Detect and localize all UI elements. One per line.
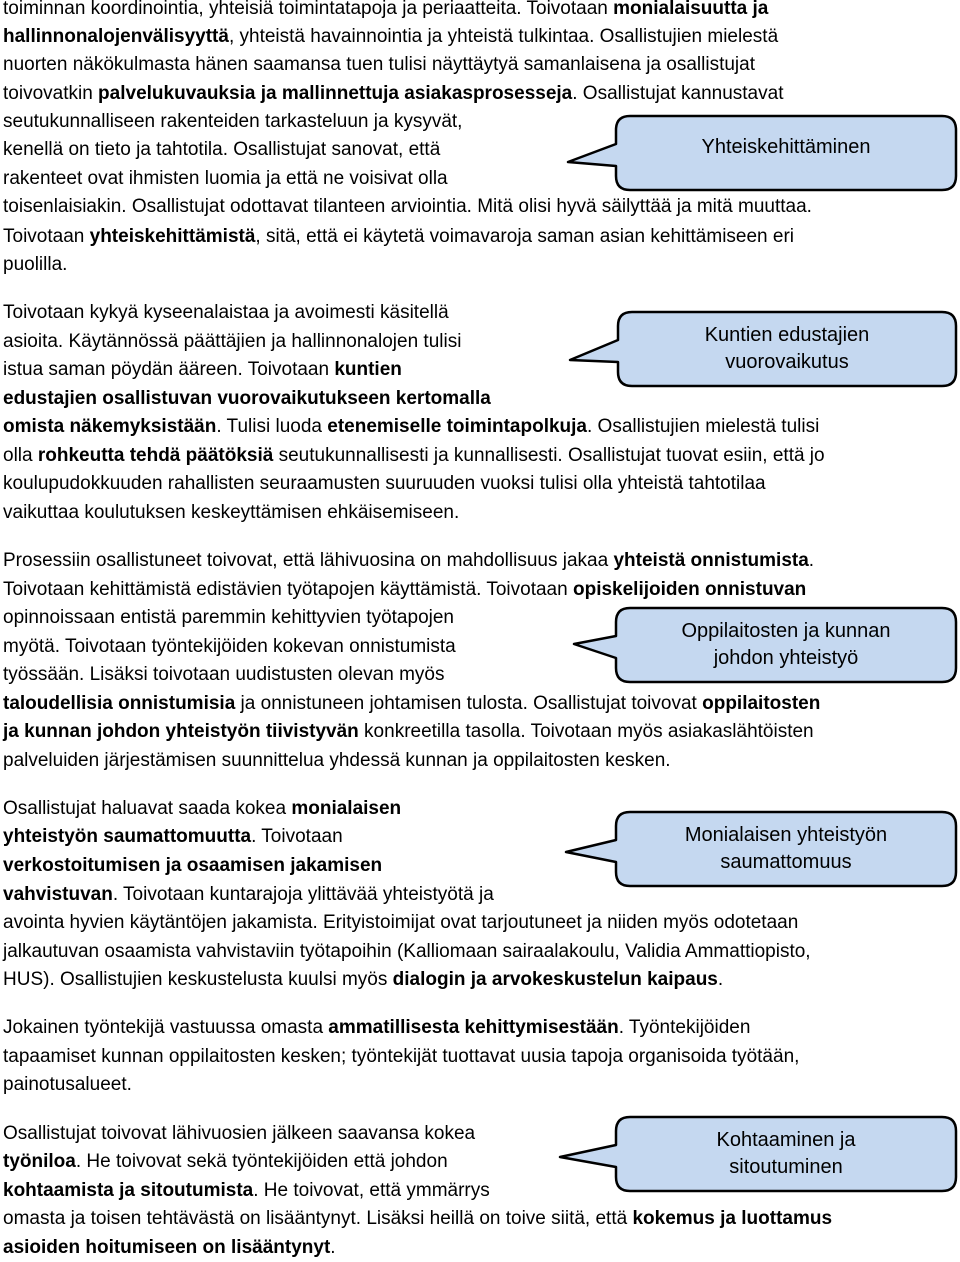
bold-text: verkostoitumisen ja osaamisen jakamisen: [3, 855, 383, 876]
callout-label: [616, 1127, 956, 1181]
text-line: [3, 222, 794, 251]
text-segment: koulupudokkuuden rahallisten seuraamusten suuruuden vuoksi tulisi olla yhteistä tahtotilaa: [3, 473, 766, 494]
text-segment: olla: [3, 445, 38, 466]
callout-label-line: Yhteiskehittäminen: [701, 136, 871, 158]
bold-text: oppilaitosten: [702, 693, 821, 714]
text-segment: Toivotaan kykyä kyseenalaistaa ja avoimesti käsitellä: [3, 302, 449, 323]
bold-text: ja kunnan johdon yhteistyön tiivistyvän: [3, 721, 359, 742]
callout-label-line: Monialaisen yhteistyön: [684, 824, 888, 846]
text-line: [3, 632, 456, 661]
callout-oppilaitosten-yhteistyo: [616, 608, 956, 682]
bold-text: vahvistuvan: [3, 884, 113, 905]
text-line: [3, 1119, 475, 1148]
callout-yhteiskehittaminen: [616, 116, 956, 190]
text-segment: tapaamiset kunnan oppilaitosten kesken; työntekijät tuottavat uusia tapoja organisoida työtään,: [3, 1046, 800, 1067]
text-segment: .: [808, 550, 815, 571]
callout-label-line: sitoutuminen: [729, 1156, 843, 1178]
text-line: [3, 546, 814, 575]
text-segment: . Toivotaan kuntarajoja ylittävää yhteistyötä ja: [112, 884, 494, 905]
text-line: [3, 0, 768, 23]
text-line: [3, 327, 461, 356]
text-line: [3, 1147, 448, 1176]
text-segment: toisenlaisiakin. Osallistujat odottavat tilanteen arviointia. Mitä olisi hyvä säilyttää ja mitä muuttaa.: [3, 196, 812, 217]
text-line: [3, 22, 778, 51]
text-segment: omasta ja toisen tehtävästä on lisääntynyt. Lisäksi heillä on toive siitä, että: [3, 1208, 633, 1229]
text-line: [3, 250, 67, 279]
text-segment: , sitä, että ei käytetä voimavaroja saman asian kehittämiseen eri: [255, 226, 795, 247]
bold-text: omista näkemyksistään: [3, 416, 217, 437]
text-segment: avointa hyvien käytäntöjen jakamista. Erityistoimijat ovat tarjoutuneet ja niiden myös odotetaan: [3, 912, 799, 933]
text-segment: myötä. Toivotaan työntekijöiden kokevan onnistumista: [3, 636, 456, 657]
callout-monialainen-yhteistyo: [616, 812, 956, 886]
text-segment: asioita. Käytännössä päättäjien ja hallinnonalojen tulisi: [3, 331, 462, 352]
bold-text: palvelukuvauksia ja mallinnettuja asiakasprosesseja: [98, 83, 573, 104]
text-line: [3, 1176, 490, 1205]
text-line: [3, 79, 783, 108]
callout-label-line: Kuntien edustajien: [704, 324, 870, 346]
text-line: [3, 794, 401, 823]
text-segment: istua saman pöydän ääreen. Toivotaan: [3, 359, 335, 380]
text-line: [3, 746, 671, 775]
text-line: [3, 298, 449, 327]
text-line: [3, 1070, 132, 1099]
callout-kuntien-edustajien: [618, 312, 956, 386]
text-line: [3, 192, 812, 221]
text-segment: vaikuttaa koulutuksen keskeyttämisen ehkäisemiseen.: [3, 502, 460, 523]
text-line: [3, 135, 440, 164]
text-segment: . He toivovat sekä työntekijöiden että johdon: [75, 1151, 448, 1172]
text-line: [3, 603, 454, 632]
text-segment: .: [330, 1237, 336, 1258]
callout-label-line: saumattomuus: [720, 851, 852, 873]
text-segment: kenellä on tieto ja tahtotila. Osallistujat sanovat, että: [3, 139, 441, 160]
text-segment: puolilla.: [3, 254, 68, 275]
text-segment: seutukunnalliseen rakenteiden tarkasteluun ja kysyvät,: [3, 111, 463, 132]
callout-label-line: Oppilaitosten ja kunnan: [681, 620, 891, 642]
text-segment: . Työntekijöiden: [618, 1017, 751, 1038]
text-segment: nuorten näkökulmasta hänen saamansa tuen tulisi näyttäytyä samanlaisena ja osallistujat: [3, 54, 756, 75]
text-line: [3, 1233, 336, 1262]
text-segment: . He toivovat, että ymmärrys: [253, 1180, 490, 1201]
bold-text: yhteiskehittämistä: [89, 226, 256, 247]
bold-text: työniloa: [3, 1151, 76, 1172]
text-line: [3, 660, 444, 689]
text-line: [3, 441, 825, 470]
text-line: [3, 851, 382, 880]
text-line: [3, 717, 814, 746]
text-segment: .: [717, 969, 724, 990]
text-segment: . Toivotaan: [251, 826, 343, 847]
text-segment: . Tulisi luoda: [216, 416, 328, 437]
text-line: [3, 355, 402, 384]
callout-label-line: vuorovaikutus: [725, 351, 849, 373]
bold-text: edustajien osallistuvan vuorovaikutukseen kertomalla: [3, 388, 491, 409]
text-line: [3, 880, 494, 909]
text-line: [3, 937, 811, 966]
bold-text: yhteistä onnistumista: [613, 550, 809, 571]
bold-text: hallinnonalojenvälisyyttä: [3, 26, 229, 47]
callout-label: [618, 322, 956, 376]
text-segment: seutukunnallisesti ja kunnallisesti. Osallistujat tuovat esiin, että jo: [273, 445, 825, 466]
text-segment: Prosessiin osallistuneet toivovat, että lähivuosina on mahdollisuus jakaa: [3, 550, 614, 571]
text-segment: . Osallistujat kannustavat: [572, 83, 784, 104]
text-segment: työssään. Lisäksi toivotaan uudistusten olevan myös: [3, 664, 445, 685]
bold-text: opiskelijoiden onnistuvan: [572, 579, 807, 600]
bold-text: taloudellisia onnistumisia: [3, 693, 236, 714]
callout-label-line: Kohtaaminen ja: [716, 1129, 856, 1151]
text-line: [3, 50, 755, 79]
callout-label-line: johdon yhteistyö: [713, 647, 859, 669]
text-segment: opinnoissaan entistä paremmin kehittyvien työtapojen: [3, 607, 454, 628]
bold-text: dialogin ja arvokeskustelun kaipaus: [392, 969, 718, 990]
text-segment: toiminnan koordinointia, yhteisiä toimintatapoja ja periaatteita. Toivotaan: [3, 0, 614, 19]
callout-label: [616, 134, 956, 161]
text-segment: toivovatkin: [3, 83, 99, 104]
text-line: [3, 1013, 750, 1042]
text-line: [3, 822, 343, 851]
text-segment: rakenteet ovat ihmisten luomia ja että ne voisivat olla: [3, 168, 448, 189]
text-segment: ja onnistuneen johtamisen tulosta. Osallistujat toivovat: [235, 693, 703, 714]
text-segment: Toivotaan kehittämistä edistävien työtapojen käyttämistä. Toivotaan: [3, 579, 573, 600]
text-segment: painotusalueet.: [3, 1074, 132, 1095]
callout-label: [616, 618, 956, 672]
bold-text: yhteistyön saumattomuutta: [3, 826, 252, 847]
text-segment: HUS). Osallistujien keskustelusta kuulsi myös: [3, 969, 393, 990]
text-segment: konkreetilla tasolla. Toivotaan myös asiakaslähtöisten: [358, 721, 814, 742]
text-line: [3, 575, 806, 604]
text-line: [3, 107, 462, 136]
text-line: [3, 498, 459, 527]
bold-text: rohkeutta tehdä päätöksiä: [37, 445, 274, 466]
text-line: [3, 689, 820, 718]
text-segment: . Osallistujien mielestä tulisi: [587, 416, 820, 437]
bold-text: asioiden hoitumiseen on lisääntynyt: [3, 1237, 331, 1258]
text-line: [3, 1204, 832, 1233]
bold-text: etenemiselle toimintapolkuja: [327, 416, 587, 437]
text-segment: Jokainen työntekijä vastuussa omasta: [3, 1017, 329, 1038]
text-segment: palveluiden järjestämisen suunnittelua yhdessä kunnan ja oppilaitosten kesken.: [3, 750, 671, 771]
text-segment: Osallistujat toivovat lähivuosien jälkeen saavansa kokea: [3, 1123, 476, 1144]
bold-text: kuntien: [334, 359, 402, 380]
bold-text: monialaisuutta ja: [613, 0, 769, 19]
text-line: [3, 469, 766, 498]
text-line: [3, 164, 448, 193]
text-segment: Osallistujat haluavat saada kokea: [3, 798, 292, 819]
text-segment: Toivotaan: [3, 226, 90, 247]
callout-label: [616, 822, 956, 876]
bold-text: monialaisen: [291, 798, 402, 819]
text-segment: , yhteistä havainnointia ja yhteistä tulkintaa. Osallistujien mielestä: [228, 26, 779, 47]
bold-text: kokemus ja luottamus: [632, 1208, 833, 1229]
text-line: [3, 384, 491, 413]
text-line: [3, 1042, 799, 1071]
text-segment: jalkautuvan osaamista vahvistaviin työtapoihin (Kalliomaan sairaalakoulu, Validia Ammattiopisto,: [3, 941, 811, 962]
bold-text: kohtaamista ja sitoutumista: [3, 1180, 254, 1201]
text-line: [3, 412, 819, 441]
text-line: [3, 908, 798, 937]
callout-kohtaaminen: [616, 1117, 956, 1191]
text-line: [3, 965, 723, 994]
bold-text: ammatillisesta kehittymisestään: [328, 1017, 619, 1038]
